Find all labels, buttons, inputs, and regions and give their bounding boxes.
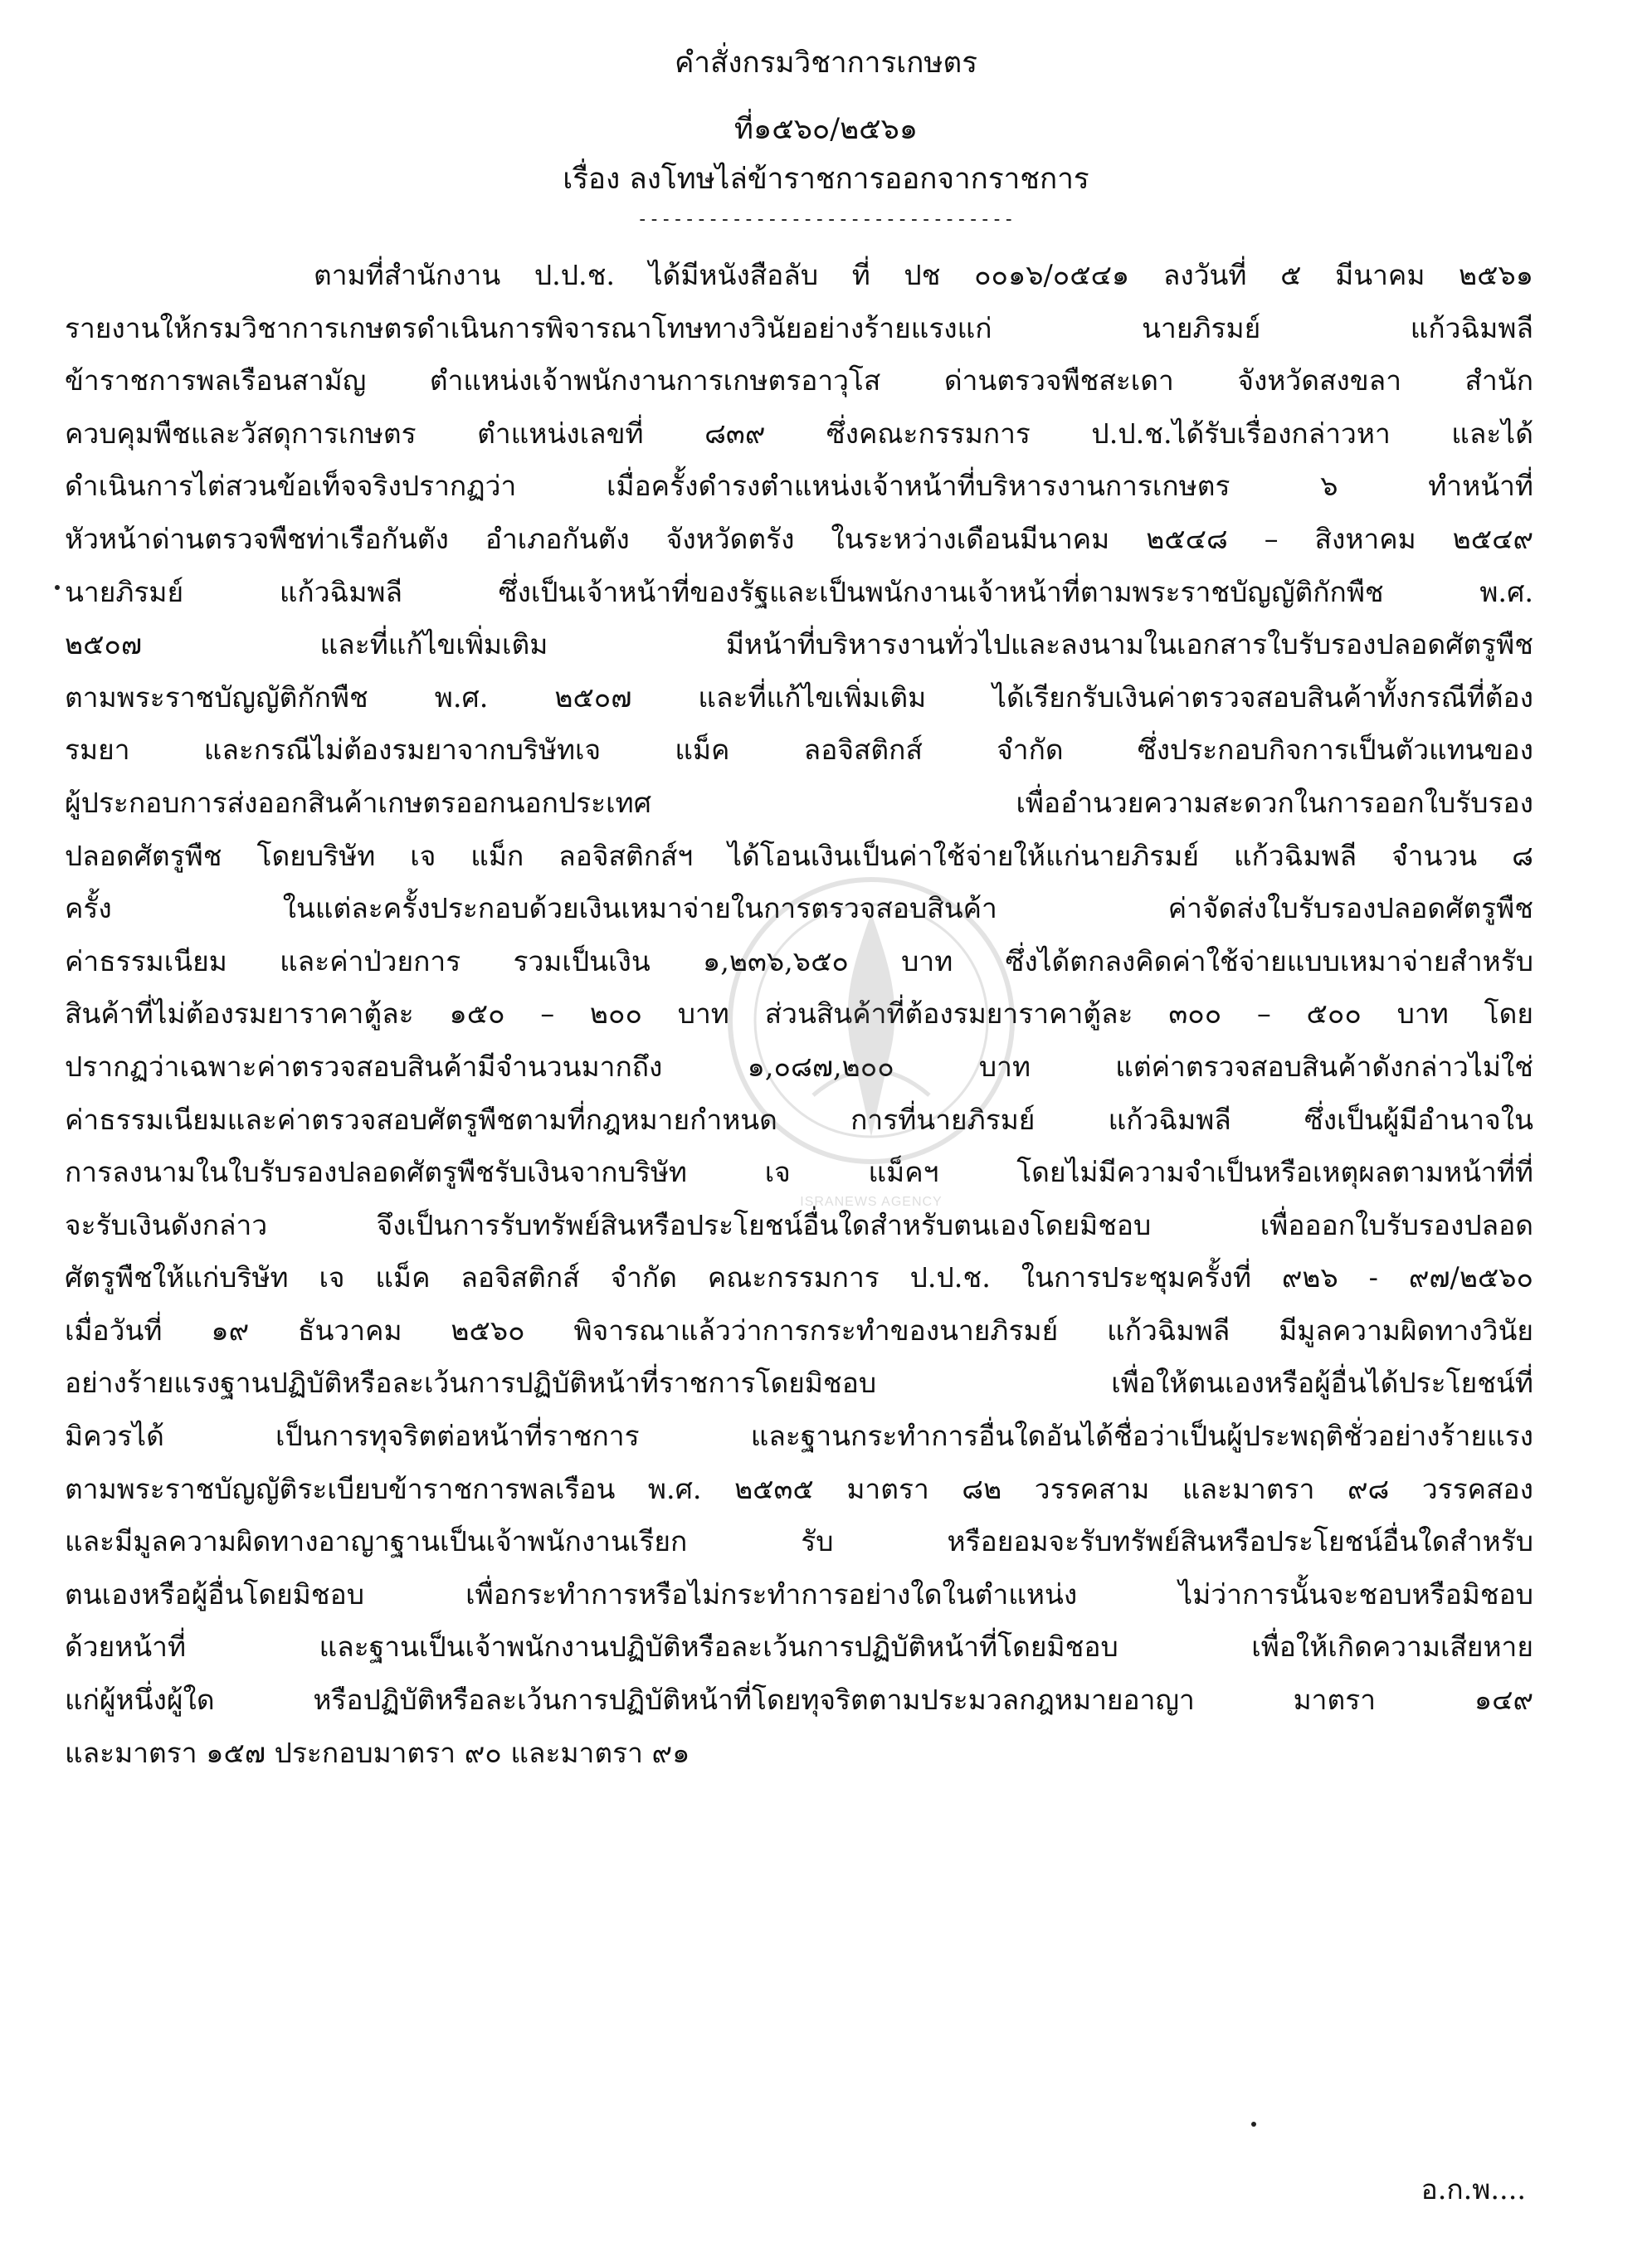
- body-line: มิควรได้ เป็นการทุจริตต่อหน้าที่ราชการ และฐานกระทำการอื่นใดอันได้ชื่อว่าเป็นผู้ประพฤติชั่วอย่างร้ายแรง: [65, 1420, 1533, 1453]
- body-line: รายงานให้กรมวิชาการเกษตรดำเนินการพิจารณาโทษทางวินัยอย่างร้ายแรงแก่ นายภิรมย์ แก้วฉิมพลี: [65, 311, 1533, 344]
- body-line: ดำเนินการไต่สวนข้อเท็จจริงปรากฏว่า เมื่อครั้งดำรงตำแหน่งเจ้าหน้าที่บริหารงานการเกษตร ๖ ทำหน้าที่: [65, 470, 1533, 503]
- scan-speck: [1251, 2122, 1256, 2127]
- order-subject: เรื่อง ลงโทษไล่ข้าราชการออกจากราชการ: [563, 163, 1089, 196]
- order-body: [65, 249, 1533, 1779]
- body-line: ตนเองหรือผู้อื่นโดยมิชอบ เพื่อกระทำการหรือไม่กระทำการอย่างใดในตำแหน่ง ไม่ว่าการนั้นจะชอบหรือมิชอบ: [65, 1577, 1533, 1611]
- body-line: แก่ผู้หนึ่งผู้ใด หรือปฏิบัติหรือละเว้นการปฏิบัติหน้าที่โดยทุจริตตามประมวลกฎหมายอาญา มาตรา ๑๔๙: [65, 1684, 1533, 1717]
- watermark-text: ISRANEWS AGENCY: [800, 1195, 943, 1209]
- body-line: เมื่อวันที่ ๑๙ ธันวาคม ๒๕๖๐ พิจารณาแล้วว่าการกระทำของนายภิรมย์ แก้วฉิมพลี มีมูลความผิดทางวินัย: [65, 1314, 1533, 1347]
- body-line: ผู้ประกอบการส่งออกสินค้าเกษตรออกนอกประเทศ เพื่ออำนวยความสะดวกในการออกใบรับรอง: [65, 786, 1533, 819]
- body-line: สินค้าที่ไม่ต้องรมยาราคาตู้ละ ๑๕๐ – ๒๐๐ บาท ส่วนสินค้าที่ต้องรมยาราคาตู้ละ ๓๐๐ – ๕๐๐ บาท โดย: [65, 997, 1533, 1031]
- order-issuer: คำสั่งกรมวิชาการเกษตร: [674, 46, 978, 80]
- body-line: ตามพระราชบัญญัติกักพืช พ.ศ. ๒๕๐๗ และที่แก้ไขเพิ่มเติม ได้เรียกรับเงินค่าตรวจสอบสินค้าทั้งกรณีที่ต้อง: [65, 680, 1533, 714]
- scan-speck: [55, 585, 60, 590]
- body-line: และมาตรา ๑๕๗ ประกอบมาตรา ๙๐ และมาตรา ๙๑: [65, 1736, 690, 1769]
- body-line: ปลอดศัตรูพืช โดยบริษัท เจ แม็ก ลอจิสติกส์ฯ ได้โอนเงินเป็นค่าใช้จ่ายให้แก่นายภิรมย์ แก้วฉิมพลี จำนวน ๘: [65, 839, 1533, 872]
- body-line: ตามที่สำนักงาน ป.ป.ช. ได้มีหนังสือลับ ที่ ปช ๐๐๑๖/๐๕๔๑ ลงวันที่ ๕ มีนาคม ๒๕๖๑: [314, 259, 1533, 291]
- body-line: ค่าธรรมเนียม และค่าป่วยการ รวมเป็นเงิน ๑,๒๓๖,๖๕๐ บาท ซึ่งได้ตกลงคิดค่าใช้จ่ายแบบเหมาจ่ายสำหรับ: [65, 944, 1533, 977]
- body-line: การลงนามในใบรับรองปลอดศัตรูพืชรับเงินจากบริษัท เจ แม็คฯ โดยไม่มีความจำเป็นหรือเหตุผลตามหน้าที่ที่: [65, 1156, 1533, 1189]
- body-line: ควบคุมพืชและวัสดุการเกษตร ตำแหน่งเลขที่ ๘๓๙ ซึ่งคณะกรรมการ ป.ป.ช.ได้รับเรื่องกล่าวหา และได้: [65, 417, 1533, 450]
- body-line: หัวหน้าด่านตรวจพืชท่าเรือกันตัง อำเภอกันตัง จังหวัดตรัง ในระหว่างเดือนมีนาคม ๒๕๔๘ – สิงหาคม ๒๕๔๙: [65, 522, 1533, 555]
- body-line: ปรากฏว่าเฉพาะค่าตรวจสอบสินค้ามีจำนวนมากถึง ๑,๐๘๗,๒๐๐ บาท แต่ค่าตรวจสอบสินค้าดังกล่าวไม่ใช่: [65, 1050, 1533, 1083]
- body-line: ศัตรูพืชให้แก่บริษัท เจ แม็ค ลอจิสติกส์ จำกัด คณะกรรมการ ป.ป.ช. ในการประชุมครั้งที่ ๙๒๖ - ๙๗/๒๕๖๐: [65, 1261, 1533, 1294]
- body-line: ตามพระราชบัญญัติระเบียบข้าราชการพลเรือน พ.ศ. ๒๕๓๕ มาตรา ๘๒ วรรคสาม และมาตรา ๙๘ วรรคสอง: [65, 1472, 1533, 1505]
- body-line: อย่างร้ายแรงฐานปฏิบัติหรือละเว้นการปฏิบัติหน้าที่ราชการโดยมิชอบ เพื่อให้ตนเองหรือผู้อื่นได้ประโยชน์ที่: [65, 1367, 1533, 1400]
- body-line: ค่าธรรมเนียมและค่าตรวจสอบศัตรูพืชตามที่กฎหมายกำหนด การที่นายภิรมย์ แก้วฉิมพลี ซึ่งเป็นผู้มีอำนาจใน: [65, 1103, 1533, 1136]
- body-line: และมีมูลความผิดทางอาญาฐานเป็นเจ้าพนักงานเรียก รับ หรือยอมจะรับทรัพย์สินหรือประโยชน์อื่นใดสำหรับ: [65, 1525, 1533, 1558]
- order-number: ที่๑๕๖๐/๒๕๖๑: [733, 113, 919, 146]
- body-line: ด้วยหน้าที่ และฐานเป็นเจ้าพนักงานปฏิบัติหรือละเว้นการปฏิบัติหน้าที่โดยมิชอบ เพื่อให้เกิดความเสียหาย: [65, 1630, 1533, 1664]
- body-line: ครั้ง ในแต่ละครั้งประกอบด้วยเงินเหมาจ่ายในการตรวจสอบสินค้า ค่าจัดส่งใบรับรองปลอดศัตรูพืช: [65, 892, 1533, 925]
- body-line: ข้าราชการพลเรือนสามัญ ตำแหน่งเจ้าพนักงานการเกษตรอาวุโส ด่านตรวจพืชสะเดา จังหวัดสงขลา สำนัก: [65, 364, 1533, 397]
- body-line: รมยา และกรณีไม่ต้องรมยาจากบริษัทเจ แม็ค ลอจิสติกส์ จำกัด ซึ่งประกอบกิจการเป็นตัวแทนของ: [65, 734, 1533, 767]
- body-line: จะรับเงินดังกล่าว จึงเป็นการรับทรัพย์สินหรือประโยชน์อื่นใดสำหรับตนเองโดยมิชอบ เพื่อออกใบรับรองปลอด: [65, 1208, 1533, 1241]
- continuation-marker: อ.ก.พ....: [1421, 2173, 1526, 2206]
- body-line: ๒๕๐๗ และที่แก้ไขเพิ่มเติม มีหน้าที่บริหารงานทั่วไปและลงนามในเอกสารใบรับรองปลอดศัตรูพืช: [65, 628, 1533, 661]
- body-line: นายภิรมย์ แก้วฉิมพลี ซึ่งเป็นเจ้าหน้าที่ของรัฐและเป็นพนักงานเจ้าหน้าที่ตามพระราชบัญญัติกักพืช พ.ศ.: [65, 575, 1533, 608]
- header-divider: --------------------------------: [636, 209, 1016, 230]
